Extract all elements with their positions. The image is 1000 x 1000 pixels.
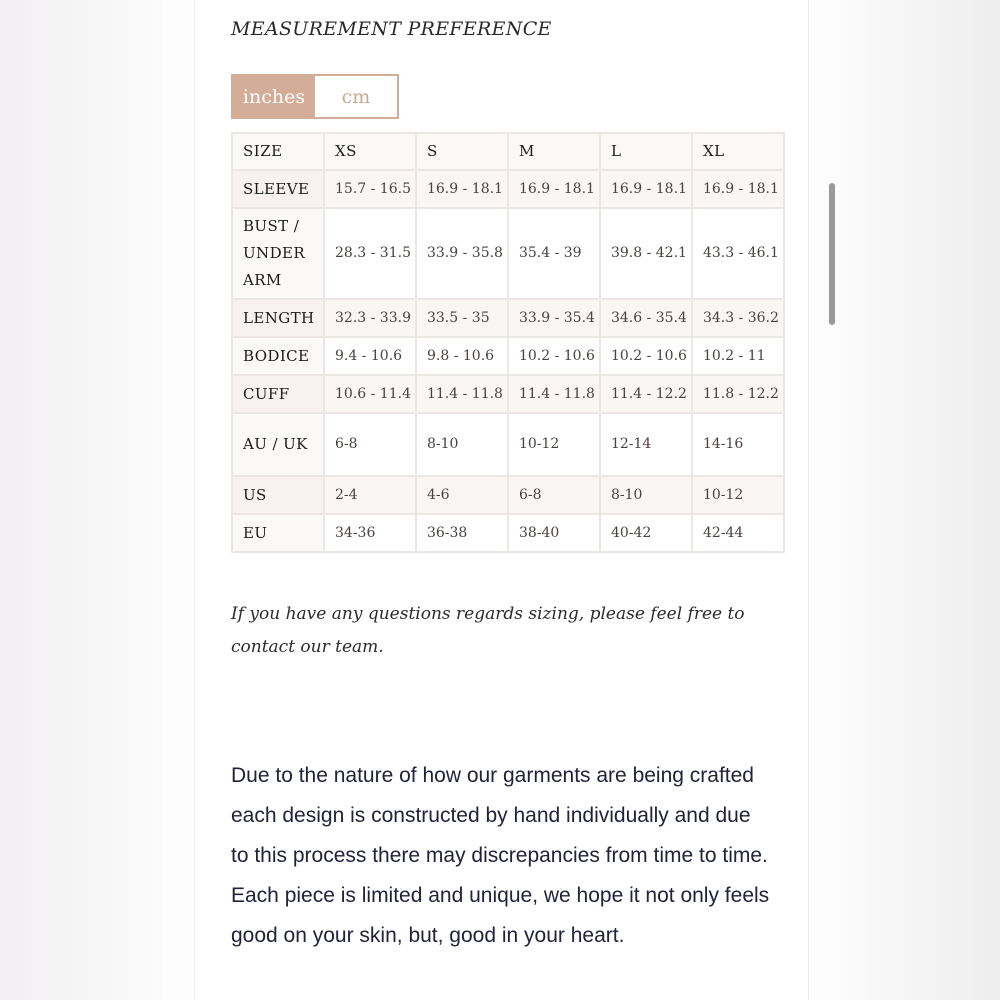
table-cell: 16.9 - 18.1 [416,170,508,208]
table-cell: 39.8 - 42.1 [600,208,692,299]
table-cell: 11.4 - 12.2 [600,375,692,413]
table-cell: 15.7 - 16.5 [324,170,416,208]
table-row [232,514,784,552]
table-cell: 14-16 [692,413,784,476]
table-header-row [232,133,784,170]
table-cell: 16.9 - 18.1 [508,170,600,208]
header-cell: L [600,133,692,170]
table-cell: 12-14 [600,413,692,476]
table-row [232,299,784,337]
inches-button[interactable]: inches [233,76,315,117]
scrollbar-thumb[interactable] [829,183,835,325]
table-row [232,170,784,208]
sizing-questions-text: If you have any questions regards sizing, please feel free to contact our team. [231,604,745,657]
table-cell: 11.4 - 11.8 [416,375,508,413]
table-cell: 33.9 - 35.8 [416,208,508,299]
table-cell: 43.3 - 46.1 [692,208,784,299]
table-cell: 10.6 - 11.4 [324,375,416,413]
table-cell: 6-8 [508,476,600,514]
row-label: AU / UK [232,413,324,476]
table-cell: 8-10 [416,413,508,476]
table-cell: 11.8 - 12.2 [692,375,784,413]
table-cell: 9.4 - 10.6 [324,337,416,375]
header-cell: M [508,133,600,170]
row-label: EU [232,514,324,552]
table-cell: 28.3 - 31.5 [324,208,416,299]
table-cell: 33.9 - 35.4 [508,299,600,337]
row-label: SLEEVE [232,170,324,208]
table-cell: 33.5 - 35 [416,299,508,337]
row-label: CUFF [232,375,324,413]
table-cell: 42-44 [692,514,784,552]
cm-button[interactable]: cm [315,76,397,117]
table-cell: 10-12 [692,476,784,514]
table-cell: 38-40 [508,514,600,552]
table-cell: 10.2 - 10.6 [508,337,600,375]
handmade-note-text: Due to the nature of how our garments are being crafted each design is constructed by hand individually and due to this process there may discrepancies from time to time. Each piece is limited and unique, we hope it not only feels good on your skin, but, good in your heart. [231,764,770,947]
table-cell: 36-38 [416,514,508,552]
table-row [232,337,784,375]
table-cell: 32.3 - 33.9 [324,299,416,337]
table-row [232,375,784,413]
size-chart-table [231,132,785,553]
table-cell: 34-36 [324,514,416,552]
table-row [232,413,784,476]
table-cell: 11.4 - 11.8 [508,375,600,413]
row-label: LENGTH [232,299,324,337]
table-cell: 10.2 - 10.6 [600,337,692,375]
table-row [232,208,784,299]
row-label: BUST / UNDER ARM [232,208,324,299]
header-cell: S [416,133,508,170]
row-label: BODICE [232,337,324,375]
background-left [0,0,162,1000]
header-cell: XL [692,133,784,170]
table-cell: 6-8 [324,413,416,476]
table-cell: 9.8 - 10.6 [416,337,508,375]
background-right [840,0,1000,1000]
header-cell: XS [324,133,416,170]
table-cell: 16.9 - 18.1 [600,170,692,208]
measurement-preference-title: MEASUREMENT PREFERENCE [231,18,552,40]
table-cell: 10-12 [508,413,600,476]
table-cell: 34.6 - 35.4 [600,299,692,337]
table-cell: 40-42 [600,514,692,552]
table-cell: 16.9 - 18.1 [692,170,784,208]
table-cell: 34.3 - 36.2 [692,299,784,337]
header-cell: SIZE [232,133,324,170]
table-cell: 4-6 [416,476,508,514]
table-row [232,476,784,514]
table-cell: 35.4 - 39 [508,208,600,299]
row-label: US [232,476,324,514]
table-cell: 2-4 [324,476,416,514]
unit-toggle [231,74,399,119]
table-cell: 10.2 - 11 [692,337,784,375]
table-cell: 8-10 [600,476,692,514]
